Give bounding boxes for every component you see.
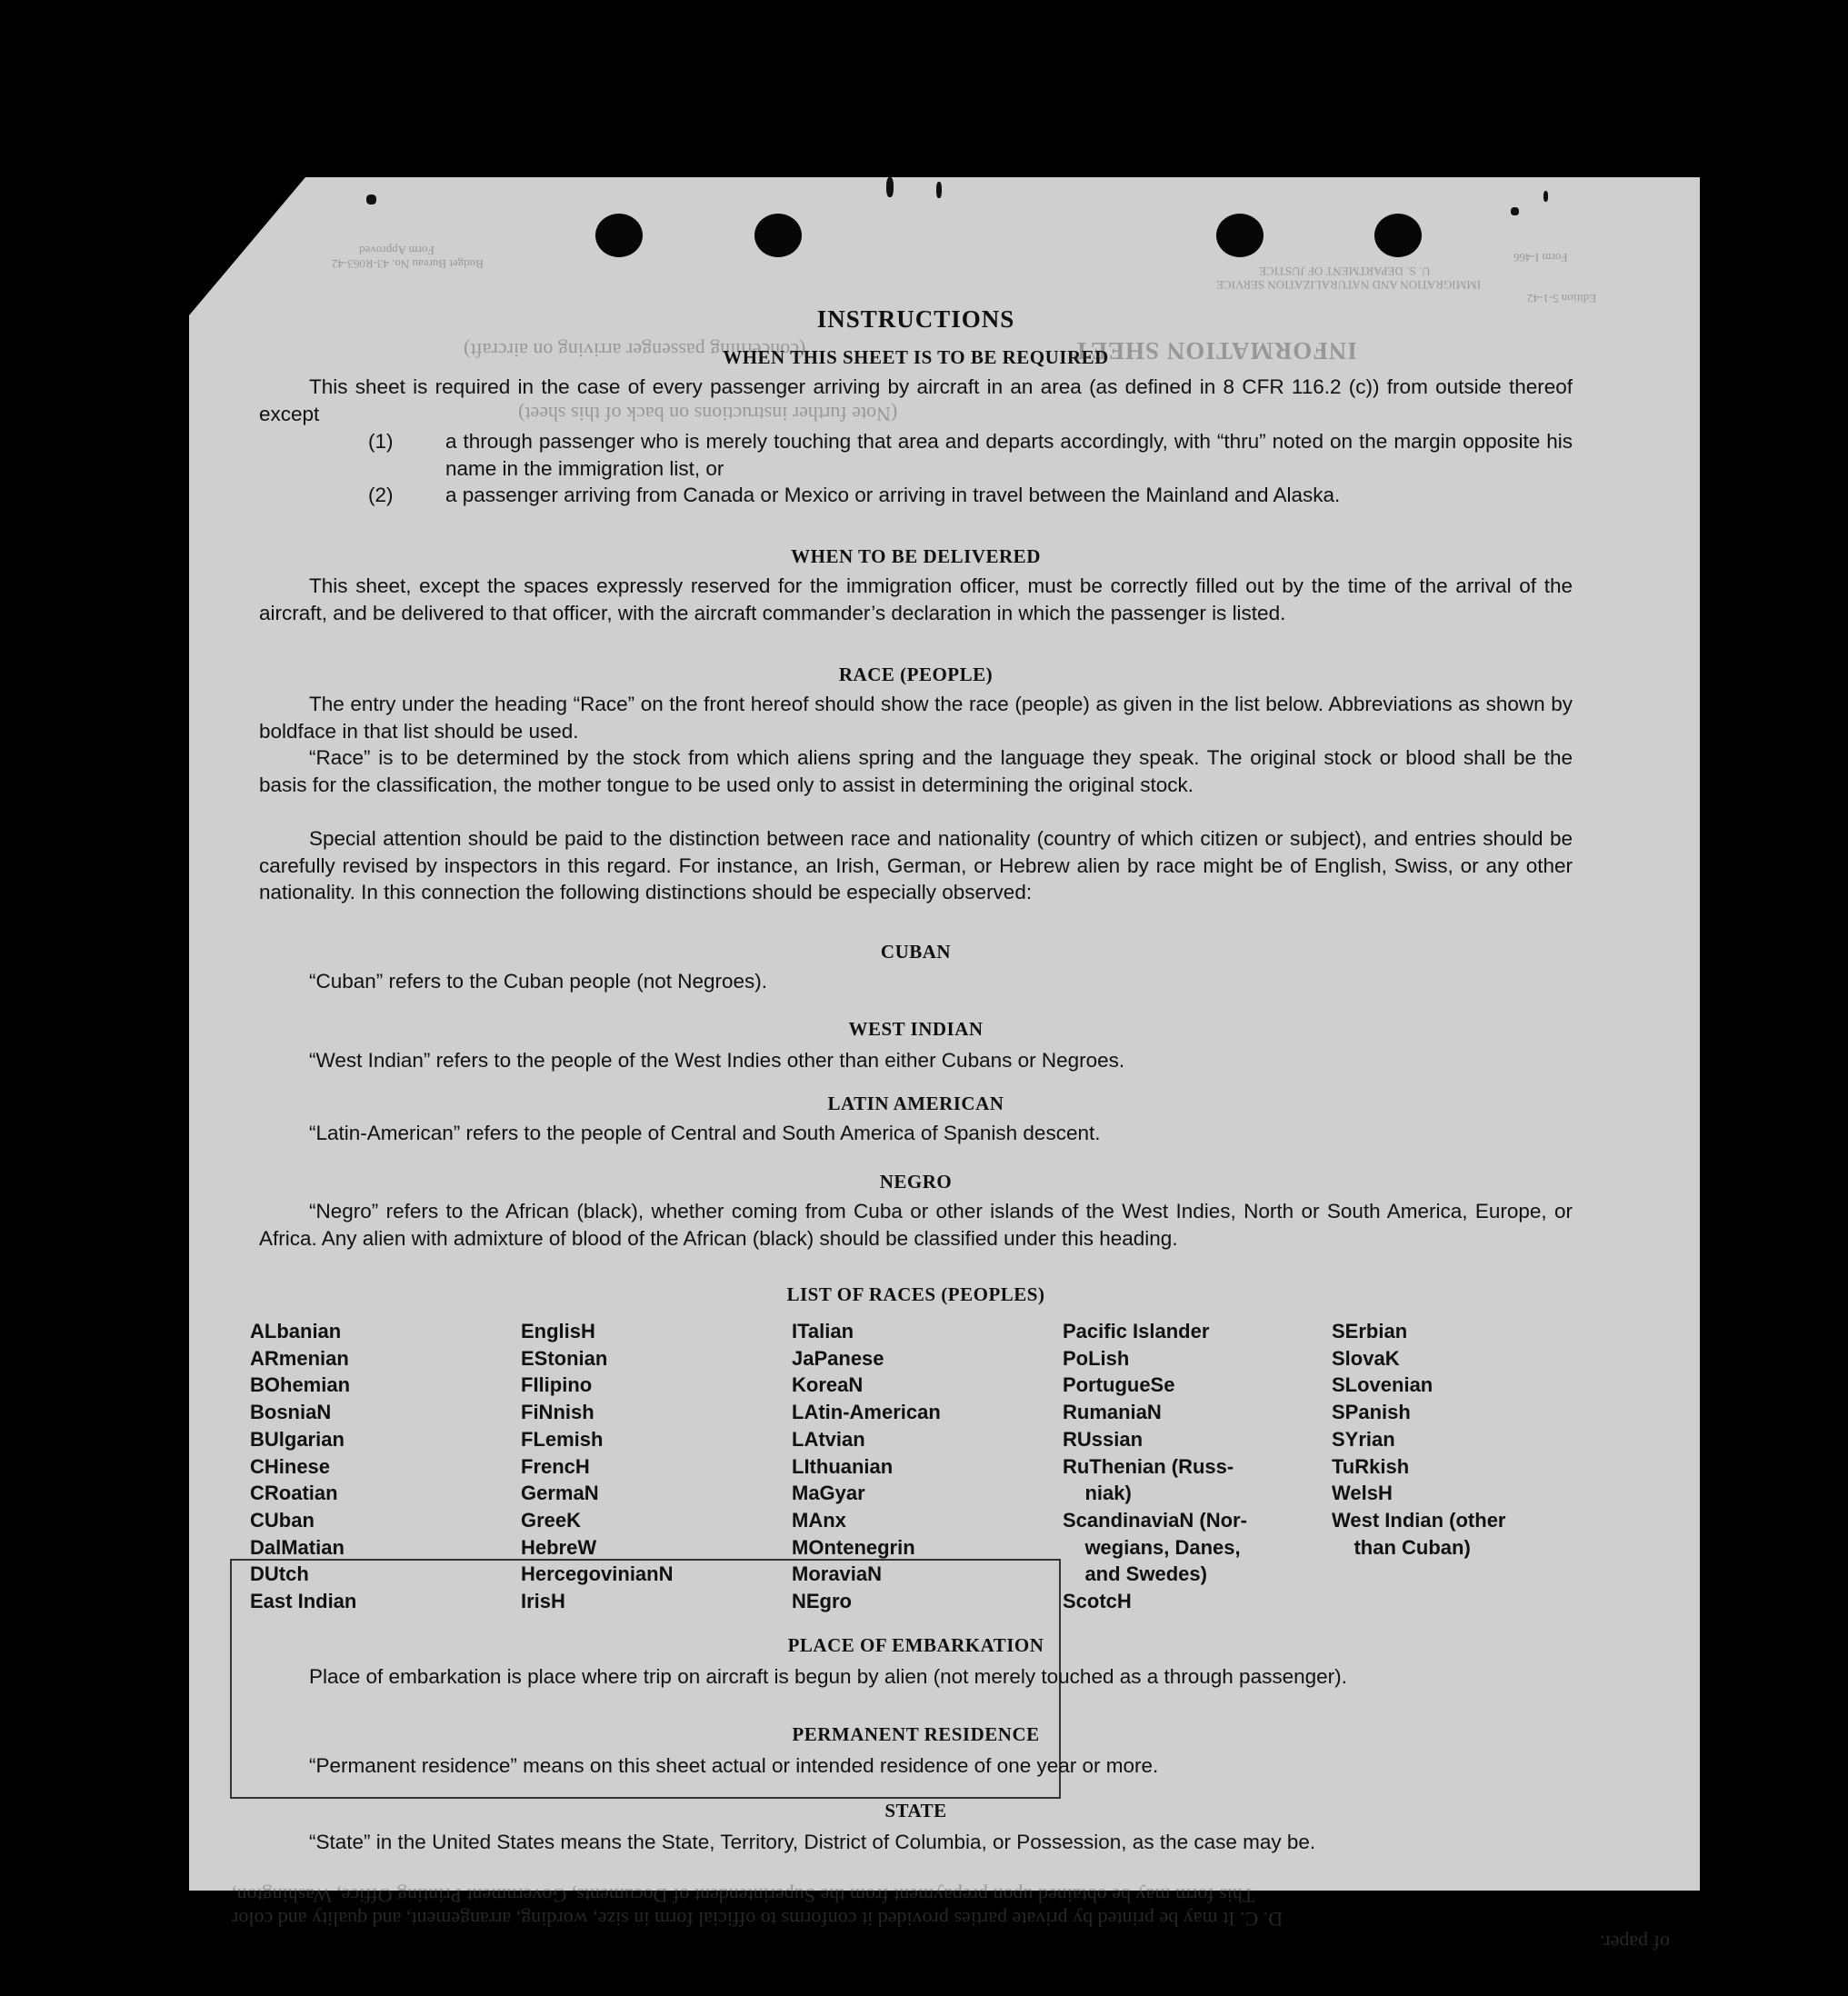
race-item: EnglisH [521, 1320, 595, 1342]
race-item: CUban [250, 1508, 315, 1532]
race-item: GreeK [521, 1508, 582, 1532]
race-item: SlovaK [1332, 1346, 1400, 1370]
show-through-footer-1: This form may be obtained upon prepayment from the Superintendent of Documents, Government Printing Office, Washington, [232, 1884, 1255, 1907]
race-item: JaPanese [792, 1346, 884, 1370]
race-item: CRoatian [250, 1482, 338, 1505]
race-item: WelsH [1332, 1482, 1393, 1505]
race-item: SYrian [1332, 1427, 1395, 1451]
heading-when-delivered: WHEN TO BE DELIVERED [791, 545, 1041, 567]
race-item: Pacific Islander [1063, 1320, 1210, 1342]
heading-race: RACE (PEOPLE) [838, 664, 994, 685]
race-item: ITalian [792, 1320, 854, 1342]
race-item: SErbian [1332, 1320, 1408, 1342]
race-item: DUtch [250, 1562, 309, 1586]
show-through-service: IMMIGRATION AND NATURALIZATION SERVICE [1216, 278, 1482, 292]
ink-speck [1511, 207, 1519, 215]
race-item: wegians, Danes, [1063, 1535, 1241, 1559]
race-column [521, 1318, 794, 1615]
race-item: West Indian (other [1332, 1508, 1506, 1532]
ink-speck [366, 195, 376, 205]
race-item: RumaniaN [1063, 1401, 1162, 1424]
race-item: FiNnish [521, 1401, 594, 1424]
show-through-title: INFORMATION SHEET [1073, 337, 1357, 364]
show-through-form-number: Form I-466 [1513, 251, 1568, 264]
heading-list-of-races: LIST OF RACES (PEOPLES) [786, 1283, 1045, 1305]
race-item: East Indian [250, 1590, 357, 1613]
list-item-number: (1) [368, 430, 394, 453]
show-through-department: U. S. DEPARTMENT OF JUSTICE [1259, 264, 1431, 278]
race-column [792, 1318, 1064, 1615]
race-item: LAtvian [792, 1427, 865, 1451]
heading-permanent-residence: PERMANENT RESIDENCE [792, 1723, 1040, 1745]
race-item: RuThenian (Russ- [1063, 1454, 1234, 1478]
heading-when-required: WHEN THIS SHEET IS TO BE REQUIRED [723, 346, 1109, 368]
race-item: SPanish [1332, 1401, 1411, 1424]
paragraph-negro: “Negro” refers to the African (black), whether coming from Cuba or other islands of the West Indies, North or South America, Europe, or Africa. Any alien with admixture of blood of the African (black) should be classified under this heading. [259, 1200, 1573, 1250]
race-item: BUlgarian [250, 1427, 345, 1451]
race-item: CHinese [250, 1454, 331, 1478]
race-item: ScandinaviaN (Nor- [1063, 1508, 1247, 1532]
race-item: FLemish [521, 1427, 604, 1451]
race-item: MaGyar [792, 1482, 865, 1505]
paragraph-permanent-residence: “Permanent residence” means on this sheet actual or intended residence of one year or more. [309, 1754, 1159, 1777]
heading-negro: NEGRO [879, 1171, 953, 1193]
race-item: MoraviaN [792, 1562, 883, 1586]
race-item: LAtin-American [792, 1401, 941, 1424]
ink-speck [936, 182, 942, 198]
race-item: FrencH [521, 1454, 590, 1478]
race-list [250, 1318, 1595, 1618]
heading-place-of-embarkation: PLACE OF EMBARKATION [787, 1634, 1044, 1656]
race-item: FIlipino [521, 1373, 593, 1397]
race-item: DalMatian [250, 1535, 345, 1559]
punch-hole [595, 214, 643, 257]
list-item-text: a through passenger who is merely touching that area and departs accordingly, with “thru” noted on the margin opposite his name in the immigration list, or [445, 430, 1573, 480]
race-column [1063, 1318, 1335, 1615]
paragraph-race-3: Special attention should be paid to the distinction between race and nationality (country of which citizen or subject), and entries should be carefully revised by inspectors in this regard. For instance, an Irish, German, or Hebrew alien by race might be of English, Swiss, or any other nationality. In this connection the following distinctions should be especially observed: [259, 827, 1573, 903]
heading-state: STATE [884, 1800, 947, 1821]
race-item: GermaN [521, 1482, 599, 1505]
race-item: LIthuanian [792, 1454, 894, 1478]
paragraph-when-delivered: This sheet, except the spaces expressly reserved for the immigration officer, must be correctly filled out by the time of the arrival of the aircraft, and be delivered to that officer, with the aircraft commander’s declaration in which the passenger is listed. [259, 574, 1573, 624]
race-item: and Swedes) [1063, 1562, 1207, 1586]
ink-speck [886, 177, 894, 197]
race-item: KoreaN [792, 1373, 864, 1397]
page-title: INSTRUCTIONS [816, 305, 1015, 333]
show-through-footer-2: D. C. It may be printed by private parties provided it conforms to official form in size, wording, arrangement, and quality and color [232, 1908, 1284, 1931]
race-item: MAnx [792, 1508, 846, 1532]
race-column [1332, 1318, 1604, 1561]
paragraph-race-2: “Race” is to be determined by the stock from which aliens spring and the language they speak. The original stock or blood shall be the basis for the classification, the mother tongue to be used only to assist in determining the original stock. [259, 746, 1573, 796]
paragraph-race-1: The entry under the heading “Race” on the front hereof should show the race (people) as given in the list below. Abbreviations as shown by boldface in that list should be used. [259, 693, 1573, 743]
heading-west-indian: WEST INDIAN [848, 1018, 984, 1040]
paragraph-when-required: This sheet is required in the case of every passenger arriving by aircraft in an area (as defined in 8 CFR 116.2 (c)) from outside thereof except [259, 375, 1573, 425]
show-through-form-approved: Form Approved [359, 244, 435, 257]
show-through-note: (Note further instructions on back of this sheet) [518, 403, 898, 425]
show-through-footer-3: of paper. [1600, 1931, 1670, 1954]
paragraph-latin-american: “Latin-American” refers to the people of Central and South America of Spanish descent. [309, 1122, 1101, 1144]
race-item: ScotcH [1063, 1590, 1132, 1613]
race-item: PortugueSe [1063, 1373, 1175, 1397]
race-column [250, 1318, 523, 1615]
paragraph-place-of-embarkation: Place of embarkation is place where trip on aircraft is begun by alien (not merely touched as a through passenger). [309, 1665, 1347, 1688]
race-item: HebreW [521, 1535, 597, 1559]
race-item: BOhemian [250, 1373, 351, 1397]
paragraph-west-indian: “West Indian” refers to the people of the West Indies other than either Cubans or Negroes. [309, 1049, 1125, 1072]
punch-hole [1216, 214, 1264, 257]
heading-cuban: CUBAN [880, 941, 952, 963]
race-item: niak) [1063, 1482, 1132, 1505]
paragraph-cuban: “Cuban” refers to the Cuban people (not Negroes). [309, 970, 768, 993]
race-item: RUssian [1063, 1427, 1144, 1451]
race-item: HercegovinianN [521, 1562, 674, 1586]
paragraph-state: “State” in the United States means the State, Territory, District of Columbia, or Possession, as the case may be. [309, 1831, 1316, 1853]
race-item: NEgro [792, 1590, 852, 1613]
race-item: BosniaN [250, 1401, 332, 1424]
heading-latin-american: LATIN AMERICAN [827, 1093, 1004, 1114]
show-through-subtitle: (concerning passenger arriving on aircraft) [464, 339, 806, 362]
show-through-budget-bureau: Budget Bureau No. 43-R063-42 [332, 257, 484, 271]
ink-speck [1543, 191, 1548, 202]
race-item: ARmenian [250, 1346, 349, 1370]
race-item: than Cuban) [1332, 1535, 1471, 1559]
race-item: SLovenian [1332, 1373, 1433, 1397]
list-item-number: (2) [368, 484, 394, 506]
race-item: ALbanian [250, 1320, 342, 1342]
list-item-text: a passenger arriving from Canada or Mexico or arriving in travel between the Mainland and Alaska. [445, 484, 1341, 506]
race-item: EStonian [521, 1346, 608, 1370]
punch-hole [754, 214, 802, 257]
race-item: IrisH [521, 1590, 565, 1613]
race-item: TuRkish [1332, 1454, 1410, 1478]
show-through-edition: Edition 5-1-42 [1527, 292, 1597, 305]
race-item: PoLish [1063, 1346, 1130, 1370]
punch-hole [1374, 214, 1422, 257]
race-item: MOntenegrin [792, 1535, 915, 1559]
